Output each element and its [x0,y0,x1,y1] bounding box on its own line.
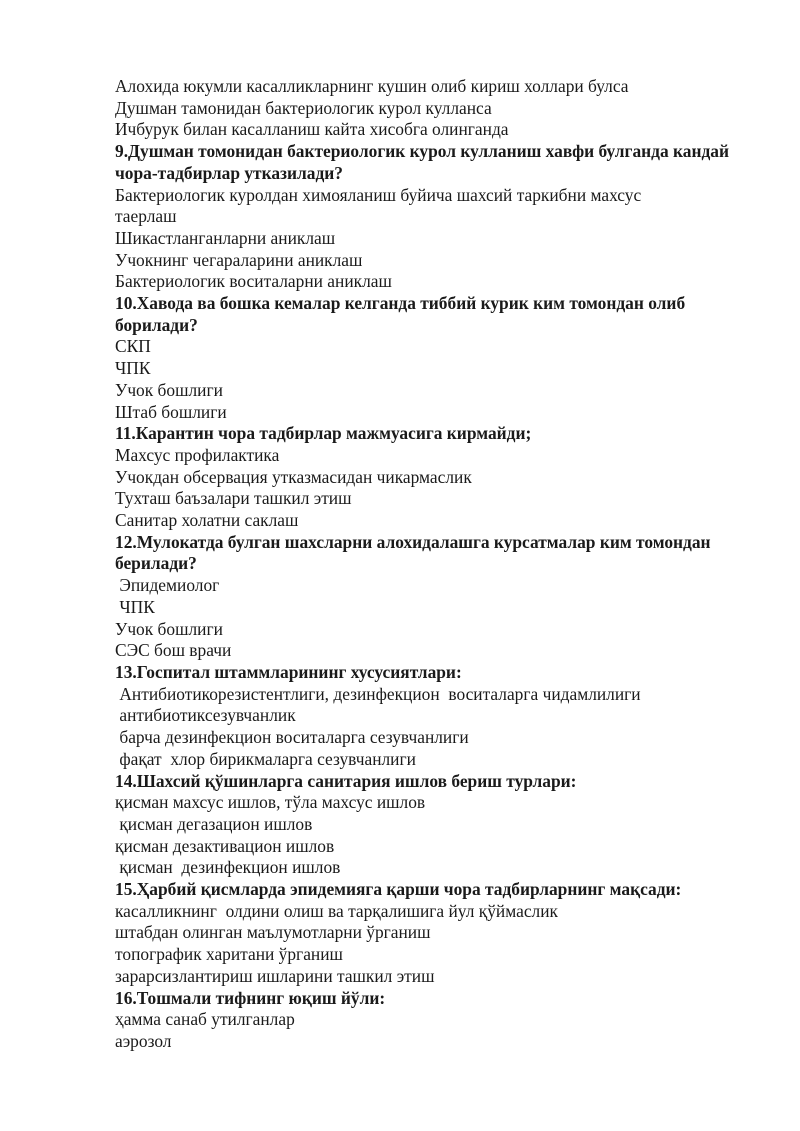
answer-line: Бактериологик воситаларни аниклаш [115,271,392,292]
answer-line: ҳамма санаб утилганлар [115,1009,295,1030]
answer-line: Алохида юкумли касалликларнинг кушин олиб кириш холлари булса [115,76,629,96]
answer-line: Учок бошлиги [115,379,223,400]
question-heading: 14.Шахсий қўшинларга санитария ишлов бериш турлари: [115,770,577,791]
question-heading: 15.Ҳарбий қисмларда эпидемияга қарши чора тадбирларнинг мақсади: [115,879,682,900]
answer-line: Бактериологик куролдан химояланиш буйича шахсий таркибни махсус [115,184,642,205]
answer-line: қисман махсус ишлов, тўла махсус ишлов [115,792,426,813]
answer-line: Санитар холатни саклаш [115,510,299,531]
answer-line: Шикастланганларни аниклаш [115,227,336,248]
answer-line: Махсус профилактика [115,444,280,465]
answer-line: касалликнинг олдини олиш ва тарқалишига йул қўймаслик [115,900,558,921]
answer-line: СЭС бош врачи [115,640,232,661]
answer-line: Тухташ баъзалари ташкил этиш [115,488,352,509]
answer-line: Учокнинг чегараларини аниклаш [115,249,363,270]
question-heading: 16.Тошмали тифнинг юқиш йўли: [115,987,386,1008]
answer-line: Ичбурук билан касалланиш кайта хисобга олинганда [115,119,509,140]
answer-line: фақат хлор бирикмаларга сезувчанлиги [115,748,416,769]
answer-line: қисман дезактивацион ишлов [115,835,335,856]
answer-line: таерлаш [115,206,177,227]
question-heading: 13.Госпитал штаммларининг хусусиятлари: [115,661,462,682]
answer-line: топографик харитани ўрганиш [115,944,343,965]
answer-line: аэрозол [115,1030,172,1051]
answer-line: антибиотиксезувчанлик [115,705,296,726]
answer-line: зарарсизлантириш ишларини ташкил этиш [115,965,435,986]
answer-line: штабдан олинган маълумотларни ўрганиш [115,922,431,943]
answer-line: ЧПК [115,596,155,617]
question-heading: 9.Душман томонидан бактериологик курол кулланиш хавфи булганда кандай чора-тадбирлар утказилади? [115,141,729,183]
question-heading: 10.Хавода ва бошка кемалар келганда тиббий курик ким томондан олиб борилади? [115,293,686,335]
answer-line: барча дезинфекцион воситаларга сезувчанлиги [115,727,469,748]
answer-line: Эпидемиолог [115,575,220,596]
answer-line: ЧПК [115,358,151,379]
answer-line: қисман дезинфекцион ишлов [115,857,341,878]
answer-line: Антибиотикорезистентлиги, дезинфекцион воситаларга чидамлилиги [115,683,641,704]
answer-line: Учокдан обсервация утказмасидан чикармаслик [115,466,472,487]
document-page [115,76,755,1053]
question-heading: 12.Мулокатда булган шахсларни алохидалашга курсатмалар ким томондан берилади? [115,531,711,574]
answer-line: СКП [115,336,151,357]
question-heading: 11.Карантин чора тадбирлар мажмуасига кирмайди; [115,423,532,444]
answer-line: қисман дегазацион ишлов [115,813,313,834]
answer-line: Душман тамонидан бактериологик курол кулланса [115,97,492,118]
answer-line: Штаб бошлиги [115,401,227,422]
answer-line: Учок бошлиги [115,618,223,639]
